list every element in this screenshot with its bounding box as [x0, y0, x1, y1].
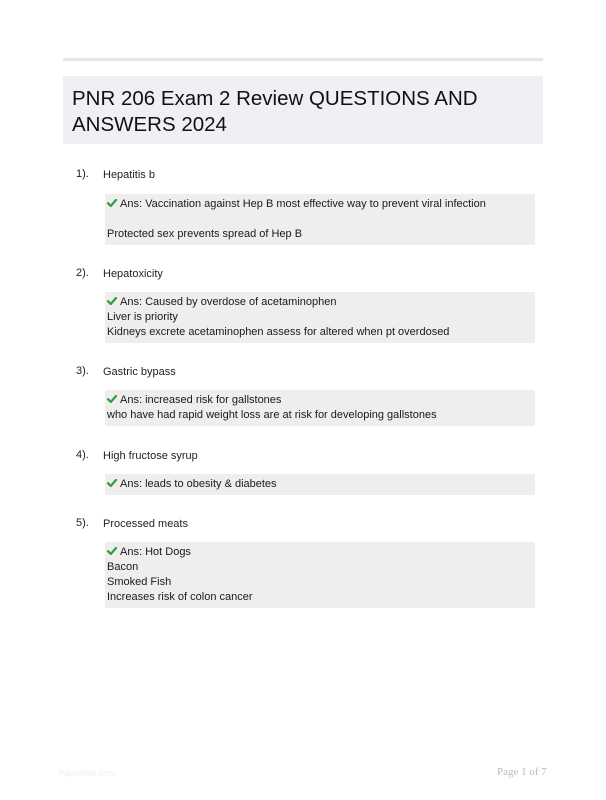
question-text: Gastric bypass [103, 366, 176, 378]
answer-line [107, 295, 533, 310]
answer-line: Bacon [107, 561, 139, 573]
answer-line: Increases risk of colon cancer [107, 591, 253, 603]
answer-box [105, 194, 535, 245]
question-number: 5). [76, 517, 89, 529]
answer-text: Hot Dogs [145, 546, 191, 558]
check-icon [107, 478, 117, 488]
check-icon [107, 394, 117, 404]
answer-prefix: Ans: [120, 394, 143, 406]
answer-line [107, 545, 533, 560]
question-text: Processed meats [103, 518, 188, 530]
question-text: Hepatitis b [103, 169, 155, 181]
answer-prefix: Ans: [120, 198, 143, 210]
answer-line: who have had rapid weight loss are at risk for developing gallstones [107, 409, 437, 421]
question-number: 2). [76, 267, 89, 279]
answer-text: leads to obesity & diabetes [145, 478, 277, 490]
answer-line: Liver is priority [107, 311, 178, 323]
title-banner [63, 76, 543, 144]
check-icon [107, 546, 117, 556]
answer-prefix: Ans: [120, 478, 143, 490]
answer-line [107, 477, 533, 492]
top-divider [63, 58, 543, 61]
check-icon [107, 296, 117, 306]
question-number: 3). [76, 365, 89, 377]
answer-line: Protected sex prevents spread of Hep B [107, 228, 303, 240]
answer-line [107, 393, 533, 408]
answer-box [105, 542, 535, 608]
question-text: High fructose syrup [103, 450, 198, 462]
answer-box [105, 292, 535, 343]
answer-line: Kidneys excrete acetaminophen assess for altered when pt overdosed [107, 326, 450, 338]
answer-text: increased risk for gallstones [145, 394, 282, 406]
answer-box [105, 474, 535, 495]
question-number: 1). [76, 168, 89, 180]
page-title: PNR 206 Exam 2 Review QUESTIONS AND ANSWERS 2024 [72, 87, 478, 136]
answer-prefix: Ans: [120, 296, 143, 308]
answer-prefix: Ans: [120, 546, 143, 558]
footer-watermark: Paperbite.com [58, 768, 117, 778]
page-number: Page 1 of 7 [497, 766, 547, 778]
answer-line [107, 197, 533, 212]
answer-text: Caused by overdose of acetaminophen [145, 296, 337, 308]
question-text: Hepatoxicity [103, 268, 163, 280]
answer-line: Smoked Fish [107, 576, 172, 588]
answer-box [105, 390, 535, 426]
check-icon [107, 198, 117, 208]
answer-blank-line [107, 212, 533, 227]
question-number: 4). [76, 449, 89, 461]
answer-text: Vaccination against Hep B most effective way to prevent viral infection [145, 198, 486, 210]
